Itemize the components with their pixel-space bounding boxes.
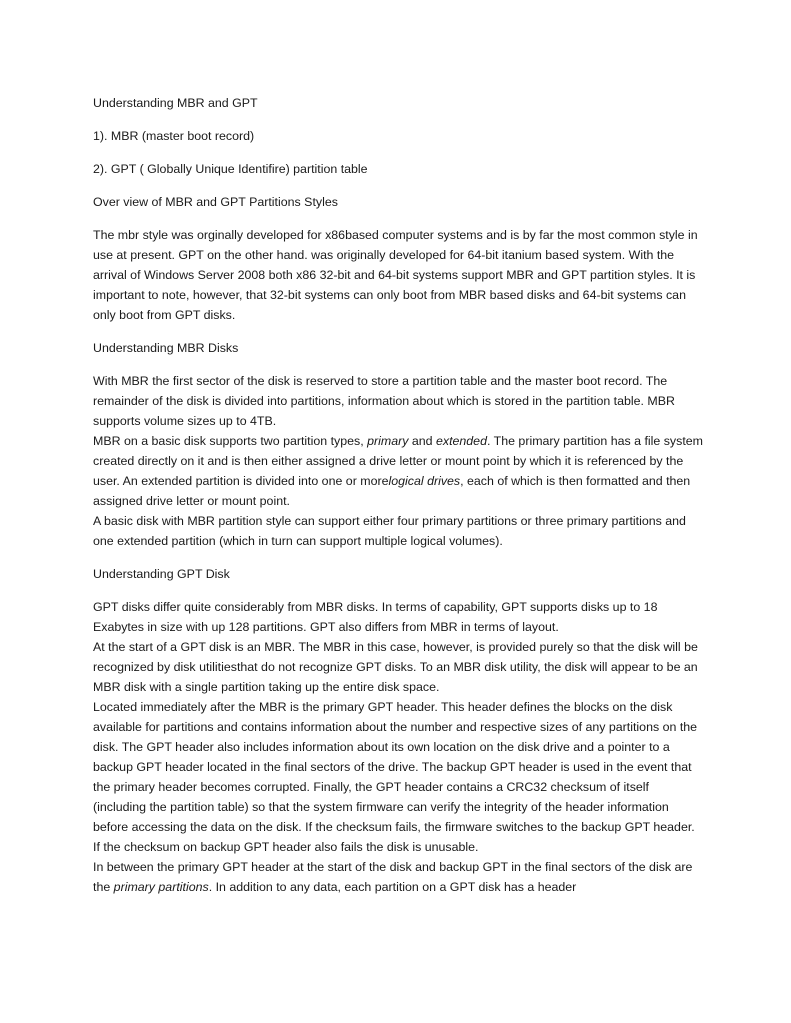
gpt-paragraph-3: Located immediately after the MBR is the primary GPT header. This header defines the blocks on the disk available for partitions and contains information about the number and respective sizes of any partitions on the disk. The GPT header also includes information about its own location on the disk drive and a pointer to a backup GPT header located in the final sectors of the drive. The backup GPT header is used in the event that the primary header becomes corrupted. Finally, the GPT header contains a CRC32 checksum of itself (including the partition table) so that the system firmware can verify the integrity of the header information before accessing the data on the disk. If the checksum fails, the firmware switches to the backup GPT header. If the checksum on backup GPT header also fails the disk is unusable.: [93, 700, 698, 854]
mbr-paragraph-1: With MBR the first sector of the disk is reserved to store a partition table and the master boot record. The remainder of the disk is divided into partitions, information about which is stored in the partition table. MBR supports volume sizes up to 4TB.: [93, 374, 675, 428]
overview-heading: Over view of MBR and GPT Partitions Styles: [93, 195, 338, 209]
list-item-mbr: 1). MBR (master boot record): [93, 129, 255, 143]
document-title: Understanding MBR and GPT: [93, 96, 258, 110]
gpt-paragraph-2: At the start of a GPT disk is an MBR. The MBR in this case, however, is provided purely so that the disk will be recognized by disk utilitiesthat do not recognize GPT disks. To an MBR disk utility, the disk will appear to be an MBR disk with a single partition taking up the entire disk space.: [93, 640, 698, 694]
mbr-heading: Understanding MBR Disks: [93, 341, 239, 355]
mbr-paragraph-2: MBR on a basic disk supports two partition types, primary and extended. The primary partition has a file system created directly on it and is then either assigned a drive letter or mount point by which it is referenced by the user. An extended partition is divided into one or morelogical drives, each of which is then formatted and then assigned drive letter or mount point.: [93, 434, 703, 508]
overview-paragraph: The mbr style was orginally developed for x86based computer systems and is by far the most common style in use at present. GPT on the other hand. was originally developed for 64-bit itanium based system. With the arrival of Windows Server 2008 both x86 32-bit and 64-bit systems support MBR and GPT partition styles. It is important to note, however, that 32-bit systems can only boot from MBR based disks and 64-bit systems can only boot from GPT disks.: [93, 228, 698, 322]
gpt-heading: Understanding GPT Disk: [93, 567, 230, 581]
term-logical-drives: logical drives: [388, 474, 461, 488]
list-item-gpt: 2). GPT ( Globally Unique Identifire) partition table: [93, 162, 368, 176]
gpt-paragraph-4: In between the primary GPT header at the start of the disk and backup GPT in the final sectors of the disk are the primary partitions. In addition to any data, each partition on a GPT disk has a header: [93, 860, 693, 894]
term-primary: primary: [367, 434, 409, 448]
document-body: [93, 93, 703, 897]
term-extended: extended: [435, 434, 487, 448]
mbr-paragraph-3: A basic disk with MBR partition style can support either four primary partitions or three primary partitions and one extended partition (which in turn can support multiple logical volumes).: [93, 514, 686, 548]
gpt-paragraph-1: GPT disks differ quite considerably from MBR disks. In terms of capability, GPT supports disks up to 18 Exabytes in size with up 128 partitions. GPT also differs from MBR in terms of layout.: [93, 600, 658, 634]
term-primary-partitions: primary partitions: [113, 880, 209, 894]
